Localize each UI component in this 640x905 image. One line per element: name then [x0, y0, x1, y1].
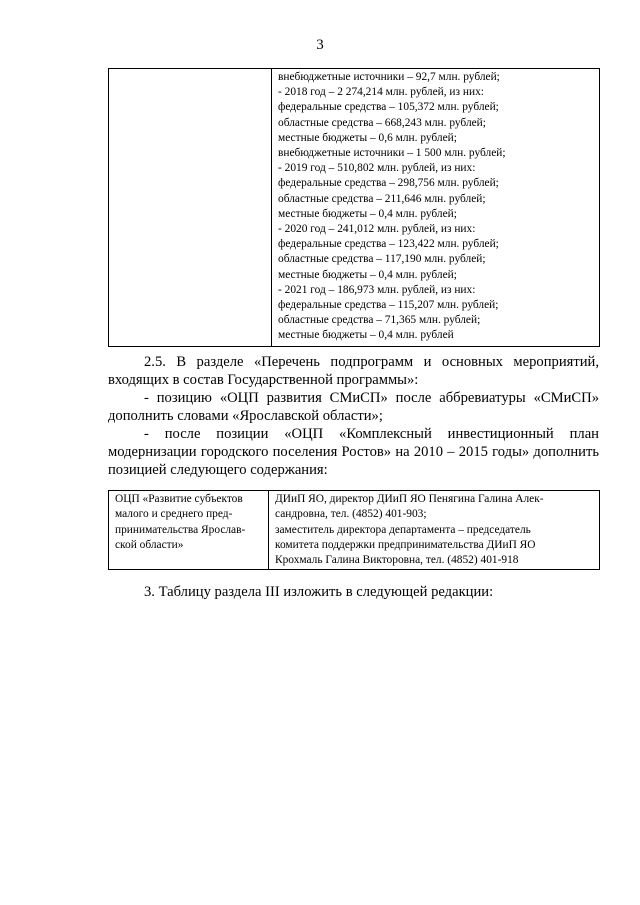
paragraph-2-5: 2.5. В разделе «Перечень подпрограмм и основных мероприятий, входящих в состав Государственной программы»:: [108, 354, 599, 388]
program-name-line: принимательства Ярослав-: [115, 523, 246, 536]
financing-line: областные средства – 71,365 млн. рублей;: [278, 314, 481, 327]
contact-line: Крохмаль Галина Викторовна, тел. (4852) 401-918: [275, 554, 519, 567]
financing-line: федеральные средства – 123,422 млн. рублей;: [278, 238, 499, 251]
financing-line: местные бюджеты – 0,4 млн. рублей: [278, 329, 454, 342]
program-name-line: малого и среднего пред-: [115, 508, 233, 521]
financing-line: - 2019 год – 510,802 млн. рублей, из них:: [278, 162, 476, 175]
financing-values-cell: [272, 69, 600, 347]
financing-line: областные средства – 211,646 млн. рублей;: [278, 192, 486, 205]
financing-line: - 2018 год – 2 274,214 млн. рублей, из них:: [278, 86, 484, 99]
paragraph-add-position: - после позиции «ОЦП «Комплексный инвестиционный план модернизации городского поселения Ростов» на 2010 – 2015 годы» дополнить позицией следующего содержания:: [108, 426, 599, 478]
financing-line: - 2020 год – 241,012 млн. рублей, из них:: [278, 223, 476, 236]
program-name-cell: [109, 491, 269, 570]
page-number: 3: [316, 37, 324, 53]
contact-line: заместитель директора департамента – председатель: [275, 523, 531, 536]
table-row: [109, 491, 600, 570]
financing-line: местные бюджеты – 0,4 млн. рублей;: [278, 207, 457, 220]
financing-line: местные бюджеты – 0,4 млн. рублей;: [278, 268, 457, 281]
financing-label-cell: [109, 69, 272, 347]
financing-line: федеральные средства – 115,207 млн. рублей;: [278, 299, 499, 312]
contact-line: ДИиП ЯО, директор ДИиП ЯО Пенягина Галина Алек-: [275, 493, 544, 505]
responsible-contact-cell: [269, 491, 600, 570]
financing-line: местные бюджеты – 0,6 млн. рублей;: [278, 131, 457, 144]
program-name-line: ОЦП «Развитие субъектов: [115, 493, 243, 505]
financing-line: - 2021 год – 186,973 млн. рублей, из них:: [278, 283, 476, 296]
financing-line: областные средства – 117,190 млн. рублей;: [278, 253, 486, 266]
insert-table: [108, 490, 600, 570]
financing-line: федеральные средства – 298,756 млн. рублей;: [278, 177, 499, 190]
financing-table: [108, 68, 600, 347]
financing-line: областные средства – 668,243 млн. рублей;: [278, 116, 486, 129]
financing-line: внебюджетные источники – 92,7 млн. рублей;: [278, 71, 500, 83]
contact-line: комитета поддержки предпринимательства ДИиП ЯО: [275, 538, 536, 551]
contact-line: сандровна, тел. (4852) 401-903;: [275, 508, 427, 521]
paragraph-section-3: 3. Таблицу раздела III изложить в следующей редакции:: [144, 584, 494, 600]
financing-line: федеральные средства – 105,372 млн. рублей;: [278, 101, 499, 114]
table-row: [109, 69, 600, 347]
paragraph-position-smisp: - позицию «ОЦП развития СМиСП» после аббревиатуры «СМиСП» дополнить словами «Ярославской области»;: [108, 390, 599, 424]
financing-line: внебюджетные источники – 1 500 млн. рублей;: [278, 147, 506, 160]
program-name-line: ской области»: [115, 538, 184, 551]
